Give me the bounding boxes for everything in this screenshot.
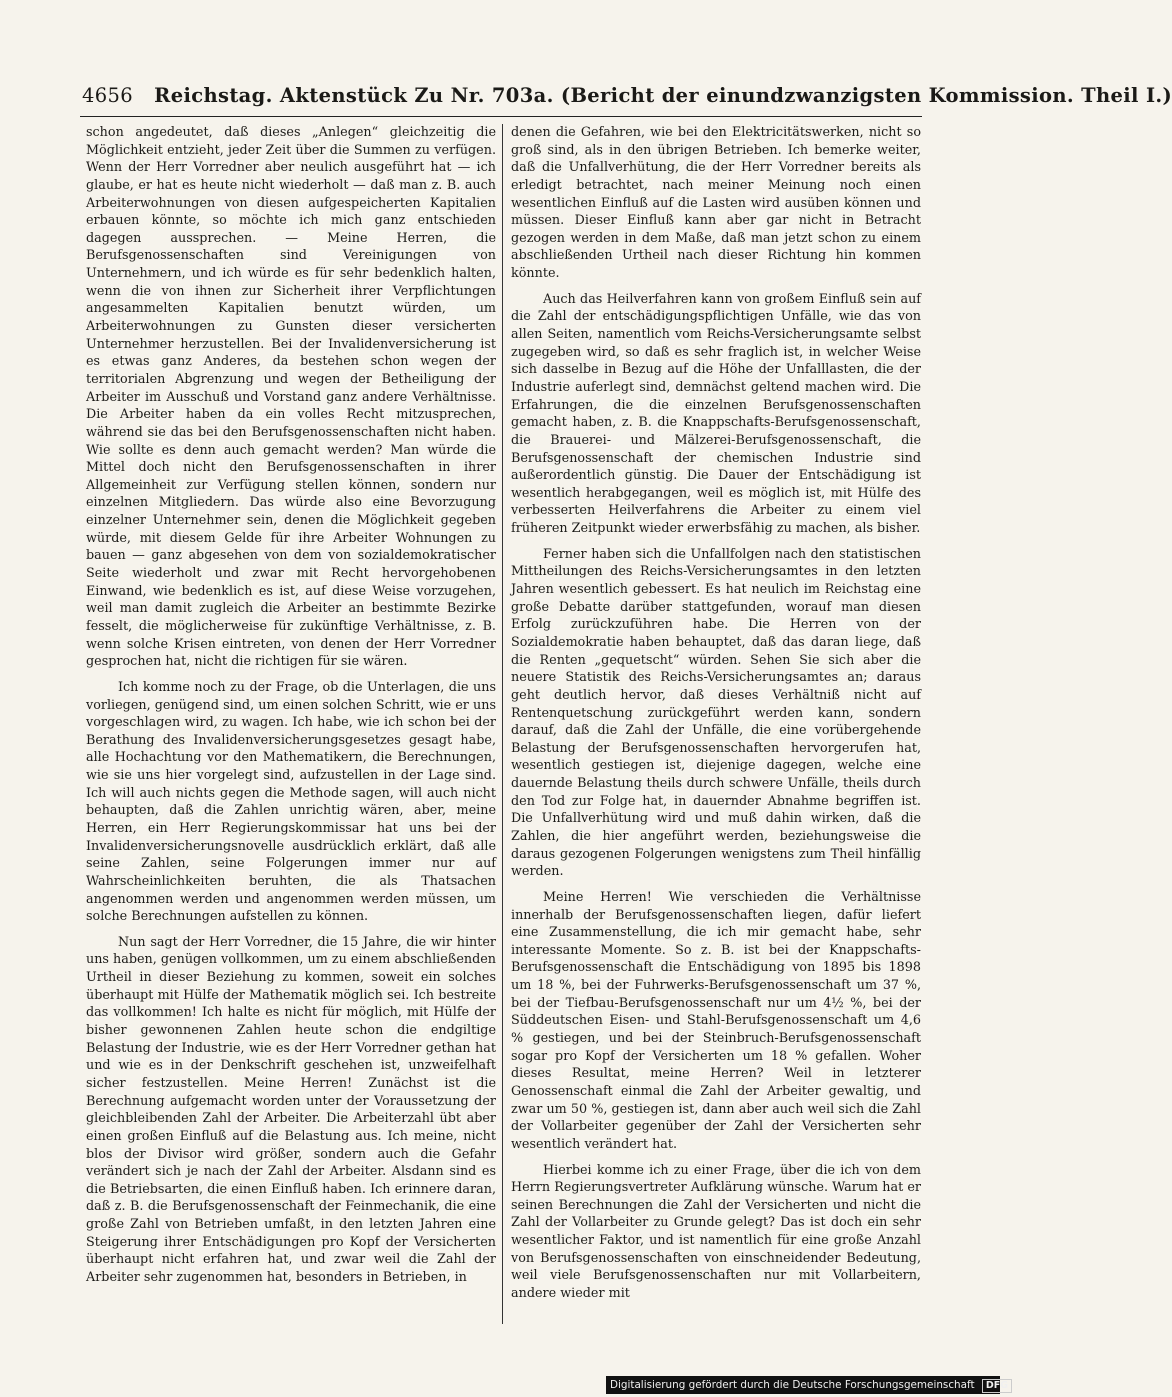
footer-text: Digitalisierung gefördert durch die Deutsche Forschungsgemeinschaft xyxy=(610,1379,975,1391)
paragraph: schon angedeutet, daß dieses „Anlegen“ gleichzeitig die Möglichkeit entzieht, jeder Zeit über die Summen zu verfügen. Wenn der Herr Vorredner aber neulich ausgeführt hat — ich glaube, er hat es heute nicht wiederholt — daß man z. B. auch Arbeiterwohnungen von diesen aufgespeicherten Kapitalien erbauen könnte, so möchte ich mich ganz entschieden dagegen aussprechen. — Meine Herren, die Berufsgenossenschaften sind Vereinigungen von Unternehmern, und ich würde es für sehr bedenklich halten, wenn die von ihnen zur Sicherheit ihrer Verpflichtungen angesammelten Kapitalien benutzt würden, um Arbeiterwohnungen zu Gunsten dieser versicherten Unternehmer herzustellen. Bei der Invalidenversicherung ist es etwas ganz Anderes, da bestehen schon wegen der territorialen Abgrenzung und wegen der Betheiligung der Arbeiter im Ausschuß und Vorstand ganz andere Verhältnisse. Die Arbeiter haben da ein volles Recht mitzusprechen, während sie das bei den Berufsgenossenschaften nicht haben. Wie sollte es denn auch gemacht werden? Man würde die Mittel doch nicht den Berufsgenossenschaften in ihrer Allgemeinheit zur Verfügung stellen können, sondern nur einzelnen Mitgliedern. Das würde also eine Bevorzugung einzelner Unternehmer sein, denen die Möglichkeit gegeben würde, mit diesem Gelde für ihre Arbeiter Wohnungen zu bauen — ganz abgesehen von dem von sozialdemokratischer Seite wiederholt und zwar mit Recht hervorgehobenen Einwand, wie bedenklich es ist, auf diese Weise vorzugehen, weil man damit zugleich die Arbeiter an bestimmte Bezirke fesselt, die möglicherweise für zukünftige Verhältnisse, z. B. wenn solche Krisen eintreten, von denen der Herr Vorredner gesprochen hat, nicht die richtigen für sie wären. xyxy=(86,125,496,670)
paragraph: Auch das Heilverfahren kann von großem Einfluß sein auf die Zahl der entschädigungspflichtigen Unfälle, wie das von allen Seiten, namentlich vom Reichs-Versicherungsamte selbst zugegeben wird, so daß es sehr fraglich ist, in welcher Weise sich dasselbe in Bezug auf die Höhe der Unfalllasten, die der Industrie auferlegt sind, demnächst geltend machen wird. Die Erfahrungen, die die einzelnen Berufsgenossenschaften gemacht haben, z. B. die Knappschafts-Berufsgenossenschaft, die Brauerei- und Mälzerei-Berufsgenossenschaft, die Berufsgenossenschaft der chemischen Industrie sind außerordentlich günstig. Die Dauer der Entschädigung ist wesentlich herabgegangen, weil es möglich ist, mit Hülfe des verbesserten Heilverfahrens die Arbeiter zu einem viel früheren Zeitpunkt wieder erwerbsfähig zu machen, als bisher. xyxy=(511,291,921,537)
paragraph: denen die Gefahren, wie bei den Elektricitätswerken, nicht so groß sind, als in den übrigen Betrieben. Ich bemerke weiter, daß die Unfallverhütung, die der Herr Vorredner bereits als erledigt betrachtet, nach meiner Meinung noch einen wesentlichen Einfluß auf die Lasten wird ausüben können und müssen. Dieser Einfluß kann aber gar nicht in Betracht gezogen werden in dem Maße, daß man jetzt schon zu einem abschließenden Urtheil nach dieser Richtung hin kommen könnte. xyxy=(511,125,921,282)
header-title: Reichstag. Aktenstück Zu Nr. 703a. (Bericht der einundzwanzigsten Kommission. Theil I.) xyxy=(154,84,1172,107)
dfg-logo-icon: DFG xyxy=(982,1379,1012,1393)
header-rule xyxy=(80,116,922,117)
paragraph: Meine Herren! Wie verschieden die Verhältnisse innerhalb der Berufsgenossenschaften liegen, dafür liefert eine Zusammenstellung, die ich mir gemacht habe, sehr interessante Momente. So z. B. ist bei der Knappschafts-Berufsgenossenschaft die Entschädigung von 1895 bis 1898 um 18 %, bei der Fuhrwerks-Berufsgenossenschaft um 37 %, bei der Tiefbau-Berufsgenossenschaft nur um 4½ %, bei der Süddeutschen Eisen- und Stahl-Berufsgenossenschaft um 4,6 % gestiegen, und bei der Steinbruch-Berufsgenossenschaft sogar pro Kopf der Versicherten um 18 % gefallen. Woher dieses Resultat, meine Herren? Weil in letzterer Genossenschaft einmal die Zahl der Arbeiter gewaltig, und zwar um 50 %, gestiegen ist, dann aber auch weil sich die Zahl der Vollarbeiter gegenüber der Zahl der Versicherten sehr wesentlich verändert hat. xyxy=(511,889,921,1152)
column-divider xyxy=(502,124,503,1324)
page-number: 4656 xyxy=(82,84,134,107)
digitization-footer xyxy=(606,1376,1009,1394)
paragraph: Nun sagt der Herr Vorredner, die 15 Jahre, die wir hinter uns haben, genügen vollkommen, um zu einem abschließenden Urtheil in dieser Beziehung zu kommen, soweit ein solches überhaupt mit Hülfe der Mathematik möglich sei. Ich bestreite das vollkommen! Ich halte es nicht für möglich, mit Hülfe der bisher gewonnenen Zahlen heute schon die endgiltige Belastung der Industrie, wie es der Herr Vorredner gethan hat und wie es in der Denkschrift geschehen ist, unzweifelhaft sicher festzustellen. Meine Herren! Zunächst ist die Berechnung aufgemacht worden unter der Voraussetzung der gleichbleibenden Zahl der Arbeiter. Die Arbeiterzahl übt aber einen großen Einfluß auf die Belastung aus. Ich meine, nicht blos der Divisor wird größer, sondern auch die Gefahr verändert sich je nach der Zahl der Arbeiter. Alsdann sind es die Betriebsarten, die einen Einfluß haben. Ich erinnere daran, daß z. B. die Berufsgenossenschaft der Feinmechanik, die eine große Zahl von Betrieben umfaßt, in den letzten Jahren eine Steigerung ihrer Entschädigungen pro Kopf der Versicherten überhaupt nicht erfahren hat, und zwar weil die Zahl der Arbeiter sehr zugenommen hat, besonders in Betrieben, in xyxy=(86,934,496,1285)
paragraph: Ferner haben sich die Unfallfolgen nach den statistischen Mittheilungen des Reichs-Versicherungsamtes in den letzten Jahren wesentlich gebessert. Es hat neulich im Reichstag eine große Debatte darüber stattgefunden, worauf man diesen Erfolg zurückzuführen habe. Die Herren von der Sozialdemokratie haben behauptet, daß das daran liege, daß die Renten „gequetscht“ würden. Sehen Sie sich aber die neuere Statistik des Reichs-Versicherungsamtes an; daraus geht deutlich hervor, daß dieses Verhältniß nicht auf Rentenquetschung zurückgeführt werden kann, sondern darauf, daß die Zahl der Unfälle, die eine vorübergehende Belastung der Berufsgenossenschaften hervorgerufen hat, wesentlich gestiegen ist, diejenige dagegen, welche eine dauernde Belastung theils durch schwere Unfälle, theils durch den Tod zur Folge hat, in dauernder Abnahme begriffen ist. Die Unfallverhütung wird und muß dahin wirken, daß die Zahlen, die hier angeführt werden, beziehungsweise die daraus gezogenen Folgerungen wenigstens zum Theil hinfällig werden. xyxy=(511,546,921,880)
page-header xyxy=(82,82,1172,110)
right-column xyxy=(511,124,921,1324)
left-column xyxy=(86,124,496,1324)
paragraph: Hierbei komme ich zu einer Frage, über die ich von dem Herrn Regierungsvertreter Aufklärung wünsche. Warum hat er seinen Berechnungen die Zahl der Versicherten und nicht die Zahl der Vollarbeiter zu Grunde gelegt? Das ist doch ein sehr wesentlicher Faktor, und ist namentlich für eine große Anzahl von Berufsgenossenschaften von einschneidender Bedeutung, weil viele Berufsgenossenschaften nur mit Vollarbeitern, andere wieder mit xyxy=(511,1162,921,1301)
paragraph: Ich komme noch zu der Frage, ob die Unterlagen, die uns vorliegen, genügend sind, um einen solchen Schritt, wie er uns vorgeschlagen wird, zu wagen. Ich habe, wie ich schon bei der Berathung des Invalidenversicherungsgesetzes gesagt habe, alle Hochachtung vor den Mathematikern, die Berechnungen, wie sie uns hier vorgelegt sind, aufzustellen in der Lage sind. Ich will auch nichts gegen die Methode sagen, will auch nicht behaupten, daß die Zahlen unrichtig wären, aber, meine Herren, ein Herr Regierungskommissar hat uns bei der Invalidenversicherungsnovelle ausdrücklich erklärt, daß alle seine Zahlen, seine Folgerungen immer nur auf Wahrscheinlichkeiten beruhten, die als Thatsachen angenommen werden und angenommen werden müssen, um solche Berechnungen aufstellen zu können. xyxy=(86,679,496,925)
